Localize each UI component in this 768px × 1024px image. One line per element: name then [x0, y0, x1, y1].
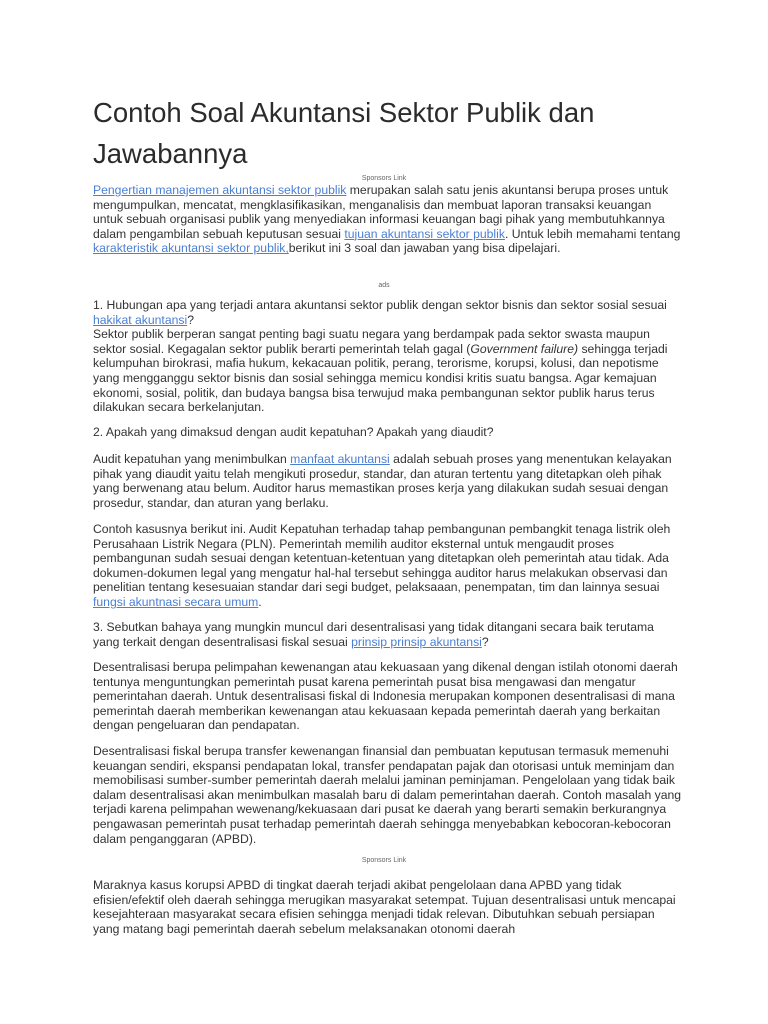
link-fungsi-akuntansi[interactable]: fungsi akuntnasi secara umum — [93, 594, 259, 609]
link-hakikat-akuntansi[interactable]: hakikat akuntansi — [93, 312, 188, 327]
link-prinsip-akuntansi[interactable]: prinsip prinsip akuntansi — [351, 634, 482, 649]
question-3-answer-3: Maraknya kasus korupsi APBD di tingkat daerah terjadi akibat pengelolaan dana APBD yang tidak efisien/efektif oleh daerah sehingga merugikan masyarakat setempat. Tujuan desentralisasi untuk mencapai kesejahteraan masyarakat secara efisien sehingga menjadi tidak relevan. Dibutuhkan sebuah persiapan yang matang bagi pemerintah daerah sebelum melaksanakan otonomi daerah — [93, 878, 676, 936]
question-1-paragraph: 1. Hubungan apa yang terjadi antara akuntansi sektor publik dengan sektor bisnis dan sektor sosial sesuai hakikat akuntansi? Sektor publik berperan sangat penting bagi suatu negara yang berdampak pada sektor swasta maupun sektor sosial. Kegagalan sektor publik berarti pemerintah telah gagal (Government failure) sehingga terjadi kelumpuhan birokrasi, mafia hukum, kekacauan politik, perang, terorisme, korupsi, kolusi, dan nepotisme yang mengganggu sektor bisnis dan sosial sehingga memicu kondisi kritis suatu bangsa. Agar kemajuan ekonomi, sosial, politik, dan budaya bangsa bisa terwujud maka pembangunan sektor publik harus terus dilakukan secara berkelanjutan. — [93, 298, 668, 415]
question-2-heading: 2. Apakah yang dimaksud dengan audit kepatuhan? Apakah yang diaudit? — [93, 425, 494, 439]
link-karakteristik-akuntansi[interactable]: karakteristik akuntansi sektor publik, — [93, 241, 289, 256]
question-3-answer-1: Desentralisasi berupa pelimpahan kewenangan atau kekuasaan yang dikenal dengan istilah otonomi daerah tentunya menguntungkan pemerintah pusat karena pemerintah pusat bisa mengawasi dan mengatur pemerintahan daerah. Untuk desentralisasi fiskal di Indonesia merupakan komponen desentralisasi di mana pemerintah daerah memberikan kewenangan atau kekuasaan kepada pemerintah daerah yang berkaitan dengan pengeluaran dan pendapatan. — [93, 660, 678, 733]
government-failure-text: Government failure) — [470, 341, 579, 356]
question-2-answer-1: Audit kepatuhan yang menimbulkan manfaat akuntansi adalah sebuah proses yang menentukan kelayakan pihak yang diaudit yaitu telah mengikuti prosedur, standar, dan aturan tertentu yang ditetapkan oleh pihak yang berwenang atau belum. Auditor harus memastikan proses kerja yang dilakukan sudah sesuai dengan prosedur, standar, dan aturan yang berlaku. — [93, 452, 672, 510]
intro-paragraph: Pengertian manajemen akuntansi sektor publik merupakan salah satu jenis akuntansi berupa proses untuk mengumpulkan, mencatat, mengklasifikasikan, menganalisis dan membuat laporan transaksi keuangan untuk sebuah organisasi publik yang menyediakan informasi keuangan bagi pihak yang membutuhkannya dalam pengambilan sebuah keputusan sesuai tujuan akuntansi sektor publik. Untuk lebih memahami tentang karakteristik akuntansi sektor publik,berikut ini 3 soal dan jawaban yang bisa dipelajari. — [93, 183, 681, 256]
question-3-heading: 3. Sebutkan bahaya yang mungkin muncul dari desentralisasi yang tidak ditangani secara baik terutama yang terkait dengan desentralisasi fiskal sesuai prinsip prinsip akuntansi? — [93, 620, 654, 649]
ads-label: ads — [378, 282, 390, 289]
sponsors-link-label: Sponsors Link — [361, 175, 407, 182]
question-3-answer-2: Desentralisasi fiskal berupa transfer kewenangan finansial dan pembuatan keputusan termasuk memenuhi keuangan sendiri, ekspansi pendapatan lokal, transfer pendapatan pajak dan otorisasi untuk meminjam dan memobilisasi sumber-sumber pemerintah daerah melalui jaminan peminjaman. Pengelolaan yang tidak baik dalam desentralisasi akan menimbulkan masalah baru di dalam pemerintahan daerah. Contoh masalah yang terjadi karena pelimpahan wewenang/kekuasaan dari pusat ke daerah yang berarti semakin berkurangnya pengawasan pemerintah pusat terhadap pemerintah daerah sehingga menyebabkan kebocoran-kebocoran dalam penganggaran (APBD). — [93, 744, 682, 846]
question-2-answer-2: Contoh kasusnya berikut ini. Audit Kepatuhan terhadap tahap pembangunan pembangkit tenaga listrik oleh Perusahaan Listrik Negara (PLN). Pemerintah memilih auditor eksternal untuk mengaudit proses pembangunan sudah sesuai dengan ketentuan-ketentuan yang ditetapkan oleh pemerintah atau tidak. Ada dokumen-dokumen legal yang mengatur hal-hal tersebut sehingga auditor harus melakukan observasi dan penelitian tentang kesesuaian standar dari segi budget, pelaksaaan, penempatan, tim dan lainnya sesuai fungsi akuntnasi secara umum. — [93, 522, 671, 609]
sponsors-link-label-2: Sponsors Link — [361, 857, 407, 864]
link-manfaat-akuntansi[interactable]: manfaat akuntansi — [290, 452, 390, 466]
page-title: Contoh Soal Akuntansi Sektor Publik dan Jawabannya — [93, 97, 595, 169]
link-tujuan-akuntansi[interactable]: tujuan akuntansi sektor publik — [344, 226, 505, 241]
link-pengertian-manajemen[interactable]: Pengertian manajemen akuntansi sektor publik — [93, 183, 347, 197]
